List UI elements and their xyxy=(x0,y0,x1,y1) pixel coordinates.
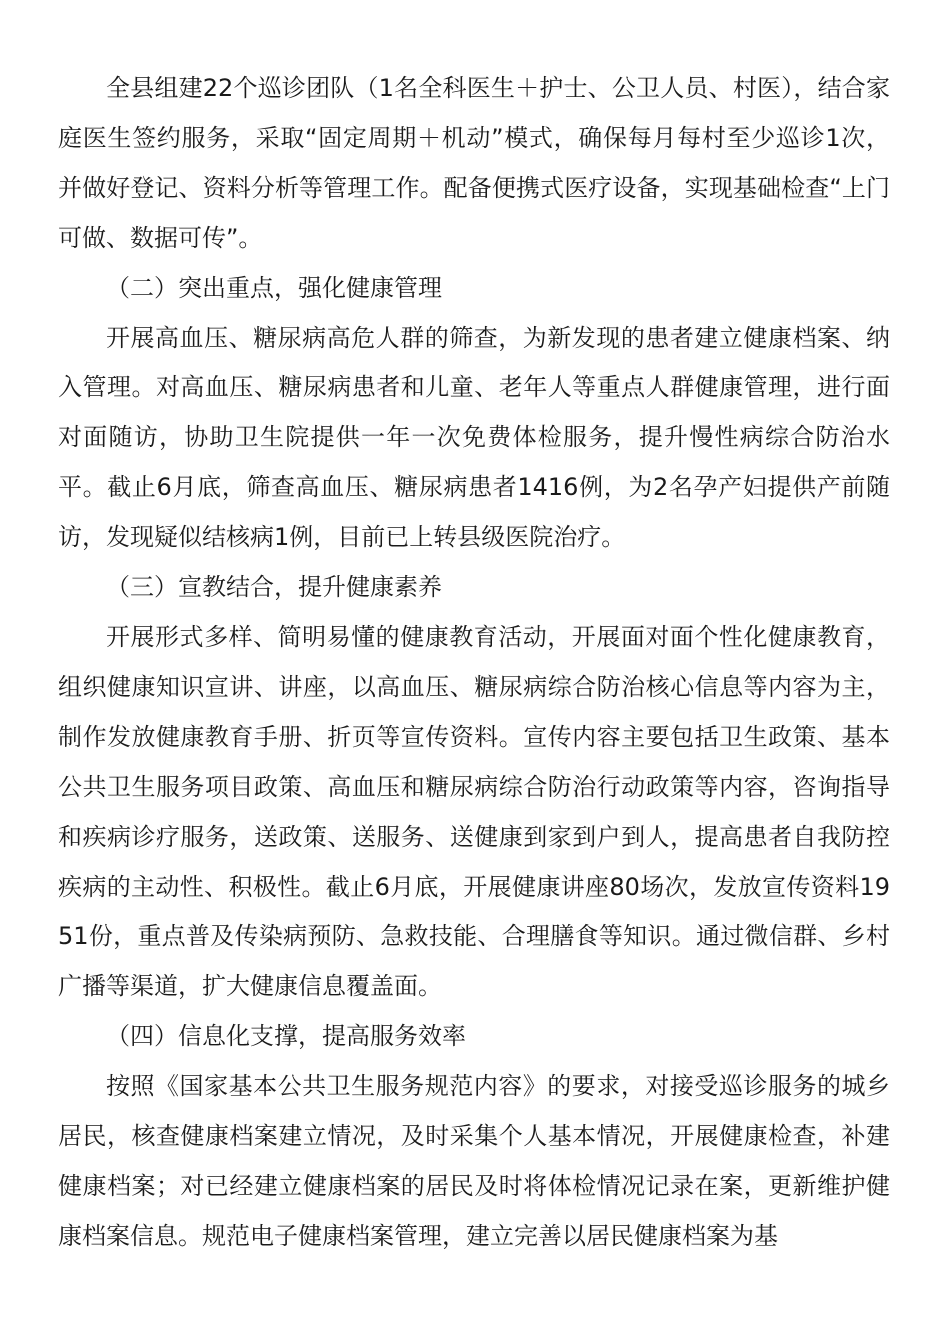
document-page xyxy=(58,64,890,1262)
paragraph-health-management: 开展高血压、糖尿病高危人群的筛查，为新发现的患者建立健康档案、纳入管理。对高血压、糖尿病患者和儿童、老年人等重点人群健康管理，进行面对面随访，协助卫生院提供一年一次免费体检服务，提升慢性病综合防治水平。截止6月底，筛查高血压、糖尿病患者1416例，为2名孕产妇提供产前随访，发现疑似结核病1例，目前已上转县级医院治疗。 xyxy=(58,323,890,552)
paragraph-health-education: 开展形式多样、简明易懂的健康教育活动，开展面对面个性化健康教育，组织健康知识宣讲、讲座，以高血压、糖尿病综合防治核心信息等内容为主，制作发放健康教育手册、折页等宣传资料。宣传内容主要包括卫生政策、基本公共卫生服务项目政策、高血压和糖尿病综合防治行动政策等内容，咨询指导和疾病诊疗服务，送政策、送服务、送健康到家到户到人，提高患者自我防控疾病的主动性、积极性。截止6月底，开展健康讲座80场次，发放宣传资料1951份，重点普及传染病预防、急救技能、合理膳食等知识。通过微信群、乡村广播等渠道，扩大健康信息覆盖面。 xyxy=(58,622,890,1001)
section-heading-3: （三）宣教结合，提升健康素养 xyxy=(106,573,442,602)
paragraph-patrol-teams: 全县组建22个巡诊团队（1名全科医生＋护士、公卫人员、村医），结合家庭医生签约服务，采取“固定周期＋机动”模式，确保每月每村至少巡诊1次，并做好登记、资料分析等管理工作。配备便携式医疗设备，实现基础检查“上门可做、数据可传”。 xyxy=(58,74,890,252)
section-heading-4: （四）信息化支撑，提高服务效率 xyxy=(106,1022,466,1051)
section-heading-2: （二）突出重点，强化健康管理 xyxy=(106,273,442,302)
paragraph-informatization: 按照《国家基本公共卫生服务规范内容》的要求，对接受巡诊服务的城乡居民，核查健康档案建立情况，及时采集个人基本情况，开展健康检查，补建健康档案；对已经建立健康档案的居民及时将体检情况记录在案，更新维护健康档案信息。规范电子健康档案管理，建立完善以居民健康档案为基 xyxy=(58,1072,890,1250)
